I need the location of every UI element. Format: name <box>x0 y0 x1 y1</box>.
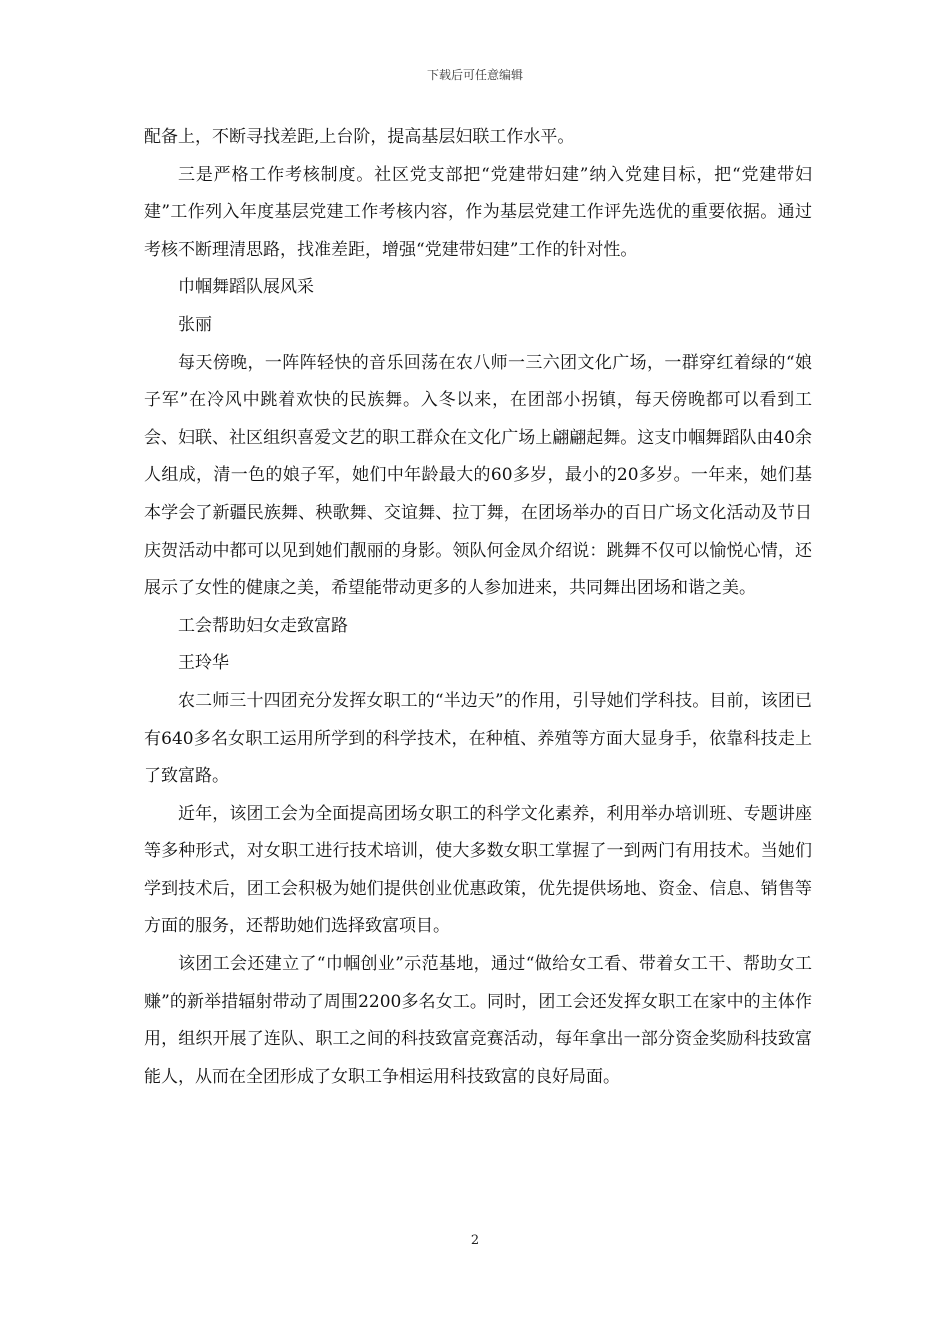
article-title: 工会帮助妇女走致富路 <box>178 615 348 636</box>
paragraph: 三是严格工作考核制度。社区党支部把“党建带妇建”纳入党建目标，把“党建带妇建”工作列入年度基层党建工作考核内容，作为基层党建工作评先选优的重要依据。通过考核不断理清思路，找准差距，增强“党建带妇建”工作的针对性。 <box>144 164 812 260</box>
page-header: 下载后可任意编辑 <box>426 68 523 82</box>
article-author: 张丽 <box>178 314 212 335</box>
paragraph: 农二师三十四团充分发挥女职工的“半边天”的作用，引导她们学科技。目前，该团已有640多名女职工运用所学到的科学技术，在种植、养殖等方面大显身手，依靠科技走上了致富路。 <box>144 690 812 787</box>
page-number: 2 <box>470 1233 480 1248</box>
article-title: 巾帼舞蹈队展风采 <box>178 277 314 298</box>
paragraph: 配备上，不断寻找差距,上台阶，提高基层妇联工作水平。 <box>144 127 575 147</box>
paragraph: 每天傍晚，一阵阵轻快的音乐回荡在农八师一三六团文化广场，一群穿红着绿的“娘子军”在冷风中跳着欢快的民族舞。入冬以来，在团部小拐镇，每天傍晚都可以看到工会、妇联、社区组织喜爱文艺的职工群众在文化广场上翩翩起舞。这支巾帼舞蹈队由40余人组成，清一色的娘子军，她们中年龄最大的60多岁，最小的20多岁。一年来，她们基本学会了新疆民族舞、秧歌舞、交谊舞、拉丁舞，在团场举办的百日广场文化活动及节日庆贺活动中都可以见到她们靓丽的身影。领队何金凤介绍说：跳舞不仅可以愉悦心情，还展示了女性的健康之美，希望能带动更多的人参加进来，共同舞出团场和谐之美。 <box>144 352 812 599</box>
document-body <box>144 119 812 1096</box>
paragraph: 近年，该团工会为全面提高团场女职工的科学文化素养，利用举办培训班、专题讲座等多种形式，对女职工进行技术培训，使大多数女职工掌握了一到两门有用技术。当她们学到技术后，团工会积极为她们提供创业优惠政策，优先提供场地、资金、信息、销售等方面的服务，还帮助她们选择致富项目。 <box>144 803 812 937</box>
article-author: 王玲华 <box>178 653 229 674</box>
paragraph: 该团工会还建立了“巾帼创业”示范基地，通过“做给女工看、带着女工干、帮助女工赚”的新举措辐射带动了周围2200多名女工。同时，团工会还发挥女职工在家中的主体作用，组织开展了连队、职工之间的科技致富竞赛活动，每年拿出一部分资金奖励科技致富能人，从而在全团形成了女职工争相运用科技致富的良好局面。 <box>144 954 812 1087</box>
